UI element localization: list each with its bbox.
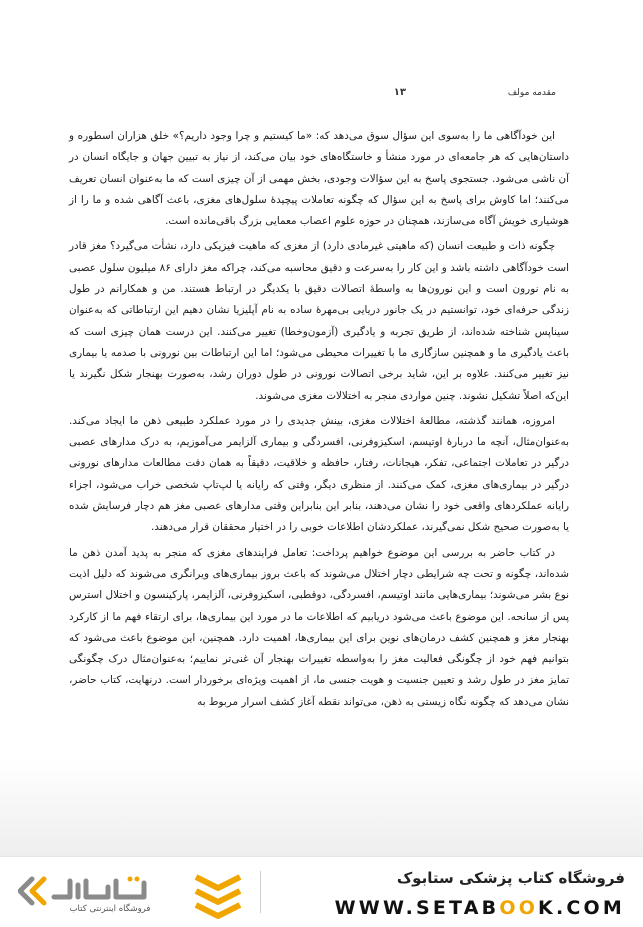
url-o-1: O: [499, 897, 519, 919]
page-number: ۱۳: [393, 87, 406, 98]
paragraph-1: این خودآگاهی ما را به‌سوی این سؤال سوق می‌دهد که: «ما کیستیم و چرا وجود داریم؟» خلق هزاران اسطوره و داستان‌هایی که هر جامعه‌ای در مورد منشأ و خاستگاه‌های خود بیان می‌کند، از نیاز به تبیین جهان و جایگاه انسان در آن ناشی می‌شود. جستجوی پاسخ به این سؤالات وجودی، بخش مهمی از آن چیزی است که ما به‌عنوان انسان تعریف می‌کنند؛ اما کاوش برای پاسخ به این سؤال که چگونه تعاملات پیچیدهٔ سلول‌های مغزی، باعث آگاهی شده و ما را از هوشیاری خویش آگاه می‌سازند، همچنان در حوزه علوم اعصاب معمایی بزرگ باقی‌مانده است.: [69, 130, 569, 228]
body-text: [69, 126, 569, 713]
bottom-fade: [0, 760, 643, 856]
url-o-2: O: [518, 897, 539, 919]
footer-divider: [260, 871, 261, 913]
setabook-logo[interactable]: [18, 871, 258, 921]
paragraph-4: در کتاب حاضر به بررسی این موضوع خواهیم پرداخت: تعامل فرایندهای مغزی که منجر به پدید آمدن ذهن ما شده‌اند، چگونه و تحت چه شرایطی دچار اختلال می‌شوند که باعث بروز بیماری‌های ویرانگری می‌شوند که دلیل اذیت نوع بشر می‌شوند؛ بیماری‌هایی مانند اوتیسم، افسردگی، دوقطبی، اسکیزوفرنی، آلزایمر، پارکینسون و اختلال استرس پس از سانحه. این موضوع باعث می‌شود دریابیم که اطلاعات ما در مورد این بیماری‌ها، برای ارتقاء فهم ما از کارکرد بهنجار مغز و همچنین کشف درمان‌های نوین برای این بیماری‌ها، اهمیت دارد. همچنین، این موضوع باعث می‌شود که بتوانیم فهم خود از چگونگی فعالیت مغز را به‌واسطه تغییرات بهنجار آن غنی‌تر نماییم؛ به‌عنوان‌مثال درک چگونگی تمایز مغز در طول رشد و تعیین جنسیت و هویت جنسی ما، از اهمیت ویژه‌ای برخوردار است. درنهایت، کتاب حاضر، نشان می‌دهد که چگونه نگاه زیستی به ذهن، می‌تواند نقطه آغاز کشف اسرار مربوط به: [69, 546, 569, 708]
store-url[interactable]: [335, 897, 625, 919]
paragraph-2: چگونه ذات و طبیعت انسان (که ماهیتی غیرمادی دارد) از مغزی که ماهیت فیزیکی دارد، نشأت می‌گیرد؟ مغز قادر است خودآگاهی داشته باشد و این کار را به‌سرعت و دقیق محاسبه می‌کند، چراکه مغز دارای ۸۶ میلیون سلول عصبی به نام نورون است و این نورون‌ها به واسطهٔ اتصالات دقیق با یکدیگر در ارتباط هستند. من و همکارانم در طول زندگی حرفه‌ای خود، توانستیم در یک جانور دریایی بی‌مهرهٔ ساده به نام آپلیزیا نشان دهیم این ارتباطاتی که به‌عنوان سیناپس شناخته شده‌اند، از طریق تجربه و یادگیری (آزمون‌وخطا) تغییر می‌کنند. این درست همان چیزی است که باعث یادگیری ما و همچنین سازگاری ما با تغییرات محیطی می‌شود؛ اما این ارتباطات بین نورونی با صدمه یا بیماری نیز تغییر می‌کنند. علاوه بر این، شاید برخی اتصالات نورونی در طول دوران رشد، به‌صورت بهنجار شکل نگیرند یا این‌که اصلاً تشکیل نشوند. چنین مواردی منجر به اختلالات مغزی می‌شوند.: [69, 240, 569, 402]
logo-tagline: فروشگاه اینترنتی کتاب: [69, 904, 151, 914]
footer-banner: [0, 856, 643, 927]
running-head: مقدمه مولف: [507, 88, 556, 98]
url-part-1: WWW.SETAB: [334, 897, 500, 919]
store-name: فروشگاه کتاب پزشکی ستابوک: [396, 869, 625, 887]
url-part-2: K.COM: [538, 897, 625, 919]
paragraph-3: امروزه، همانند گذشته، مطالعهٔ اختلالات مغزی، بینش جدیدی را در مورد عملکرد طبیعی ذهن ما ایجاد می‌کند. به‌عنوان‌مثال، آنچه ما دربارهٔ اوتیسم، اسکیزوفرنی، افسردگی و بیماری آلزایمر می‌آموزیم، به درک مدارهای عصبی درگیر در تعاملات اجتماعی، تفکر، هیجانات، رفتار، حافظه و خلاقیت، دقیقاً به همان دقت مطالعات مدارهای نورونی درگیر در بیماری‌های مغزی، کمک می‌کنند. از منظری دیگر، وقتی که رایانه یا لپ‌تاپ شخصی خراب می‌شود، اجزاء رایانه عملکردهای واقعی خود را نشان می‌دهند، بنابر این بنابراین وقتی مدارهای عصبی مغز هم دچار فرسایش شده یا به‌صورت صحیح شکل نمی‌گیرند، عملکردشان اطلاعات خوبی را در اختیار محققان قرار می‌دهند.: [69, 414, 569, 534]
